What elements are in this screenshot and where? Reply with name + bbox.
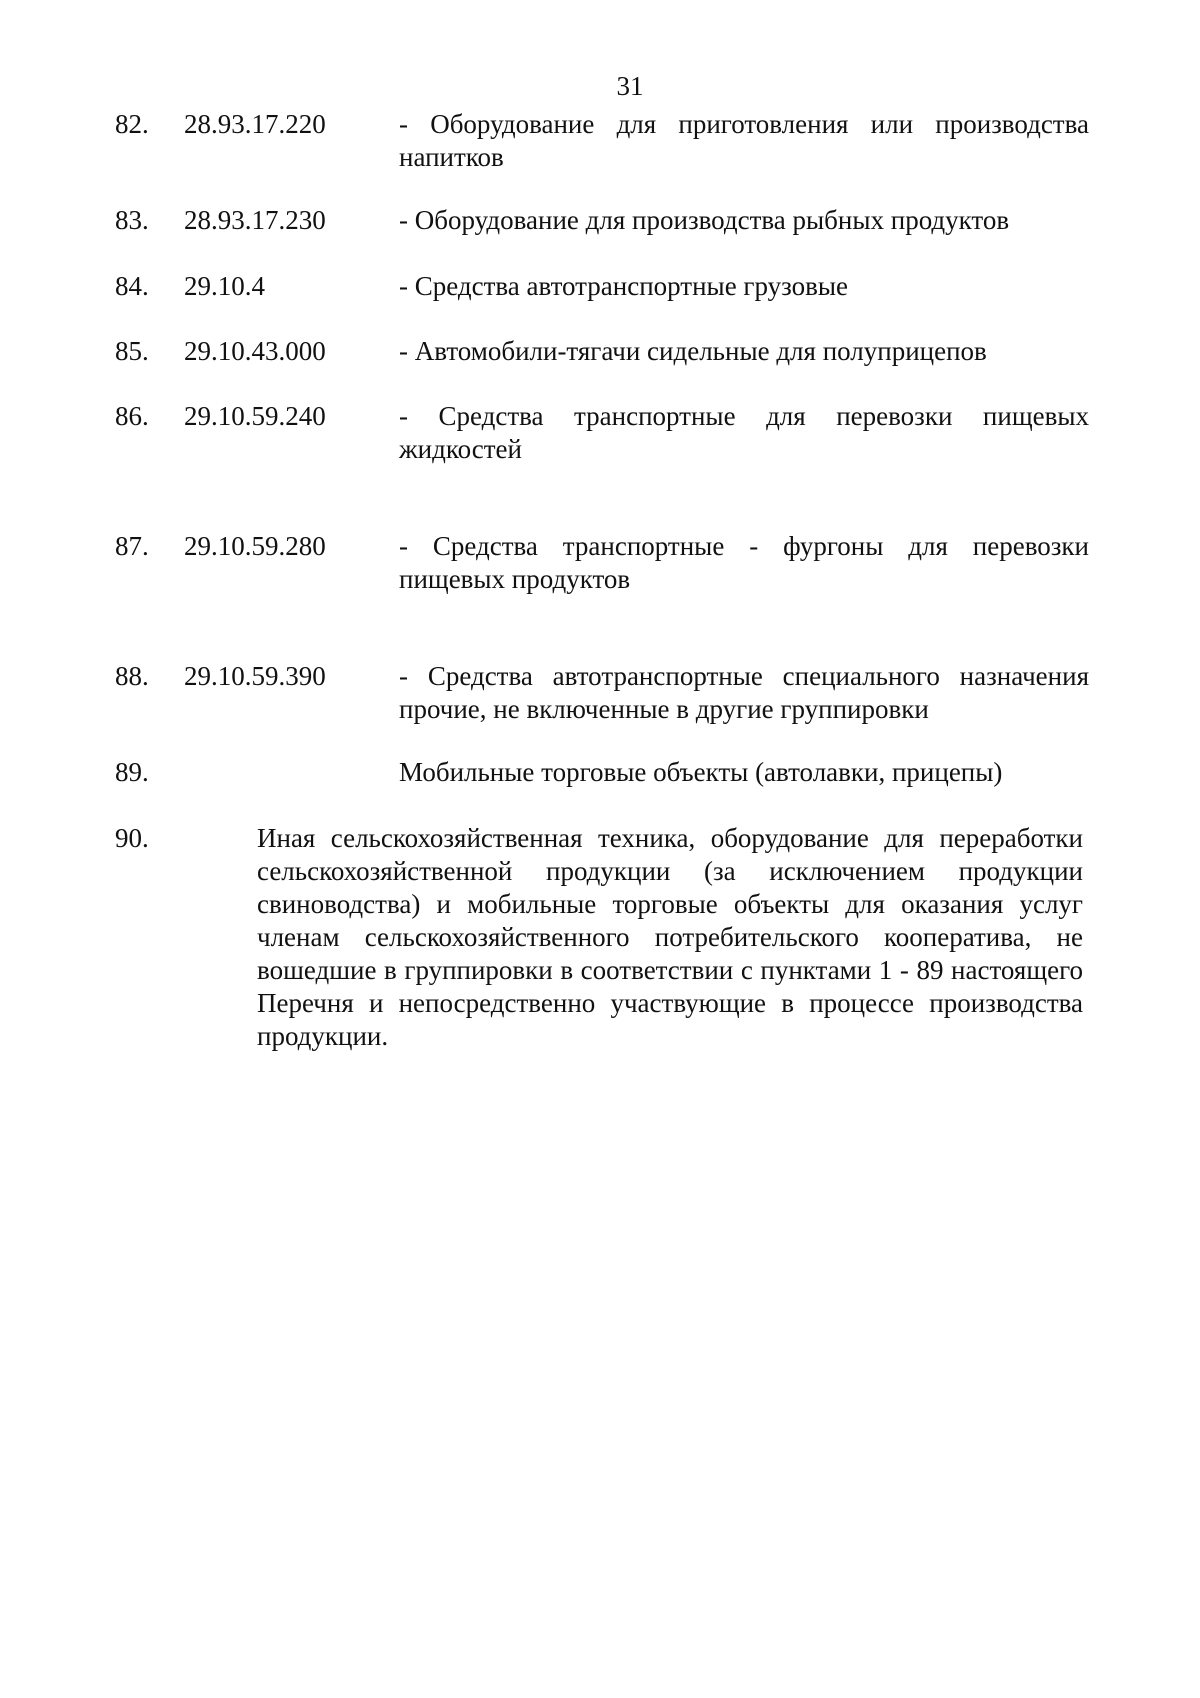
item-number: 90.	[115, 823, 149, 853]
item-number: 89.	[115, 757, 149, 787]
item-description: - Средства автотранспортные специального назначения прочие, не включенные в другие группировки	[399, 661, 1089, 724]
item-description: Мобильные торговые объекты (автолавки, прицепы)	[399, 757, 1003, 787]
item-description: - Автомобили-тягачи сидельные для полуприцепов	[399, 336, 987, 366]
item-number: 87.	[115, 531, 149, 561]
item-code: 29.10.59.280	[184, 531, 326, 561]
item-code: 28.93.17.220	[184, 109, 326, 139]
item-description: - Средства транспортные - фургоны для перевозки пищевых продуктов	[399, 531, 1089, 594]
item-number: 86.	[115, 401, 149, 431]
item-code: 29.10.59.390	[184, 661, 326, 691]
item-description: - Оборудование для приготовления или производства напитков	[399, 109, 1089, 172]
item-code: 29.10.43.000	[184, 336, 326, 366]
item-code: 29.10.4	[184, 271, 265, 301]
item-code: 28.93.17.230	[184, 205, 326, 235]
item-number: 84.	[115, 271, 149, 301]
item-code: 29.10.59.240	[184, 401, 326, 431]
item-number: 85.	[115, 336, 149, 366]
item-number: 83.	[115, 205, 149, 235]
item-description: - Средства транспортные для перевозки пищевых жидкостей	[399, 401, 1089, 464]
item-description: - Оборудование для производства рыбных продуктов	[399, 205, 1010, 235]
item-number: 88.	[115, 661, 149, 691]
item-number: 82.	[115, 109, 149, 139]
item-description: Иная сельскохозяйственная техника, оборудование для переработки сельскохозяйственной продукции (за исключением продукции свиноводства) и мобильные торговые объекты для оказания услуг членам сельскохозяйственного потребительского кооператива, не вошедшие в группировки в соответствии с пунктами 1 - 89 настоящего Перечня и непосредственно участвующие в процессе производства продукции.	[257, 823, 1083, 1051]
page-number: 31	[616, 71, 644, 101]
item-description: - Средства автотранспортные грузовые	[399, 271, 849, 301]
